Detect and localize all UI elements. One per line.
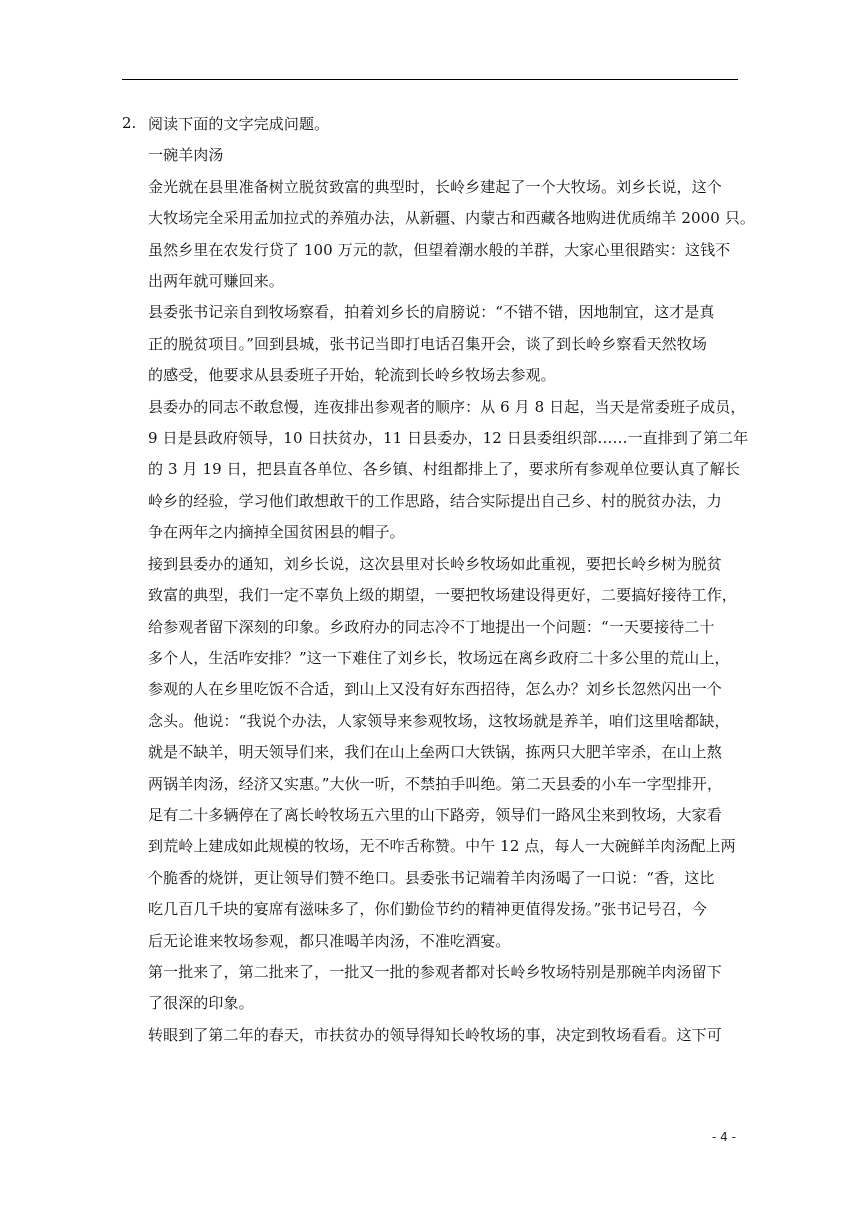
text-line: 念头。他说：“我说个办法，人家领导来参观牧场，这牧场就是养羊，咱们这里啥都缺， [148, 711, 730, 730]
question-instruction: 阅读下面的文字完成问题。 [148, 115, 330, 133]
text-line: 县委办的同志不敢怠慢，连夜排出参观者的顺序：从 6 月 8 日起，当天是常委班子成员， [148, 397, 746, 416]
text-line: 金光就在县里准备树立脱贫致富的典型时，长岭乡建起了一个大牧场。刘乡长说，这个 [148, 177, 722, 196]
text-line: 个脆香的烧饼，更让领导们赞不绝口。县委张书记端着羊肉汤喝了一口说：“香，这比 [148, 868, 715, 887]
text-line: 参观的人在乡里吃饭不合适，到山上又没有好东西招待，怎么办？刘乡长忽然闪出一个 [148, 680, 722, 699]
text-line: 了很深的印象。 [148, 994, 254, 1013]
text-line: 后无论谁来牧场参观，都只准喝羊肉汤，不准吃酒宴。 [148, 931, 511, 950]
text-line: 9 日是县政府领导，10 日扶贫办，11 日县委办，12 日县委组织部……一直排到了第二年 [148, 429, 749, 448]
text-line: 县委张书记亲自到牧场察看，拍着刘乡长的肩膀说：“不错不错，因地制宜，这才是真 [148, 303, 715, 322]
document-body [148, 109, 756, 1051]
article-title: 一碗羊肉汤 [148, 146, 224, 165]
paragraph-3 [148, 392, 749, 549]
paragraph-1 [148, 172, 756, 298]
text-line: 虽然乡里在农发行贷了 100 万元的款，但望着潮水般的羊群，大家心里很踏实：这钱不 [148, 240, 731, 259]
question-number: 2. [122, 114, 137, 132]
text-line: 就是不缺羊，明天领导们来，我们在山上垒两口大铁锅，拣两只大肥羊宰杀，在山上熬 [148, 743, 722, 762]
paragraph-4 [148, 549, 738, 957]
text-line: 岭乡的经验，学习他们敢想敢干的工作思路，结合实际提出自己乡、村的脱贫办法，力 [148, 491, 722, 510]
text-line: 争在两年之内摘掉全国贫困县的帽子。 [148, 523, 405, 542]
text-line: 致富的典型，我们一定不辜负上级的期望，一要把牧场建设得更好，二要搞好接待工作， [148, 586, 737, 605]
paragraph-5 [148, 957, 738, 1020]
text-line: 出两年就可赚回来。 [148, 272, 284, 291]
text-line: 多个人，生活咋安排？”这一下难住了刘乡长，牧场远在离乡政府二十多公里的荒山上， [148, 648, 730, 667]
text-line: 第一批来了，第二批来了，一批又一批的参观者都对长岭乡牧场特别是那碗羊肉汤留下 [148, 962, 722, 981]
header-rule [122, 79, 738, 80]
page-number: - 4 - [712, 1130, 736, 1144]
paragraph-2 [148, 297, 738, 391]
text-line: 足有二十多辆停在了离长岭牧场五六里的山下路旁，领导们一路风尘来到牧场，大家看 [148, 805, 722, 824]
text-line: 吃几百几千块的宴席有滋味多了，你们勤俭节约的精神更值得发扬。”张书记号召，今 [148, 900, 707, 919]
text-line: 给参观者留下深刻的印象。乡政府办的同志冷不丁地提出一个问题：“一天要接待二十 [148, 617, 715, 636]
text-line: 两锅羊肉汤，经济又实惠。”大伙一听，不禁拍手叫绝。第二天县委的小车一字型排开， [148, 774, 723, 793]
text-line: 到荒岭上建成如此规模的牧场，无不咋舌称赞。中午 12 点，每人一大碗鲜羊肉汤配上两 [148, 837, 736, 856]
text-line: 的 3 月 19 日，把县直各单位、各乡镇、村组都排上了，要求所有参观单位要认真了解长 [148, 460, 741, 479]
text-line: 大牧场完全采用孟加拉式的养殖办法，从新疆、内蒙古和西藏各地购进优质绵羊 2000 只。 [148, 209, 756, 228]
text-line: 接到县委办的通知，刘乡长说，这次县里对长岭乡牧场如此重视，要把长岭乡树为脱贫 [148, 554, 722, 573]
text-line: 的感受，他要求从县委班子开始，轮流到长岭乡牧场去参观。 [148, 366, 556, 385]
text-line: 正的脱贫项目。”回到县城，张书记当即打电话召集开会，谈了到长岭乡察看天然牧场 [148, 334, 707, 353]
paragraph-6 [148, 1020, 738, 1051]
text-line: 转眼到了第二年的春天，市扶贫办的领导得知长岭牧场的事，决定到牧场看看。这下可 [148, 1025, 722, 1044]
